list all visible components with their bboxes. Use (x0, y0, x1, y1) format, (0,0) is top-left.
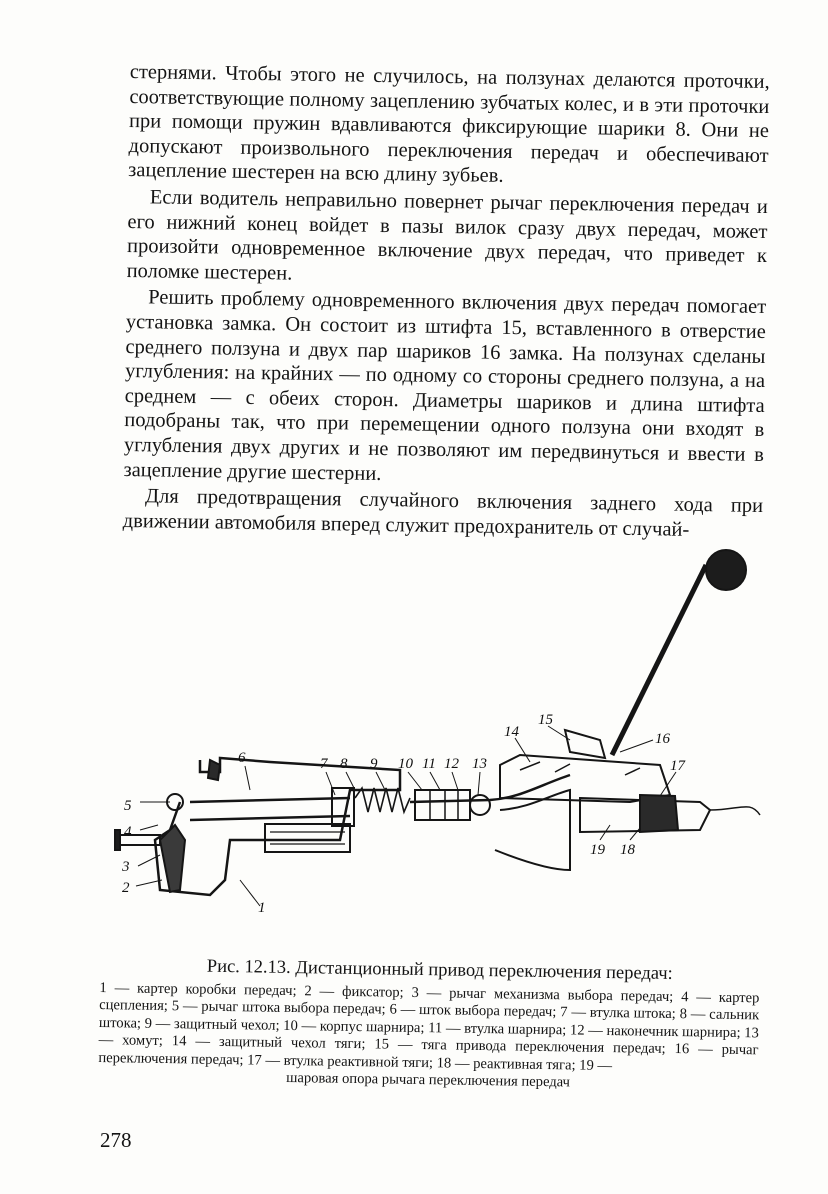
callout-10: 10 (398, 756, 413, 772)
callout-2: 2 (122, 880, 130, 896)
callout-14: 14 (504, 724, 519, 740)
callout-12: 12 (444, 756, 459, 772)
callout-11: 11 (422, 756, 436, 772)
leader-lines (136, 726, 676, 906)
callout-16: 16 (655, 731, 670, 747)
figure-gearshift-drive (100, 540, 800, 940)
selection-rod (190, 798, 350, 820)
callout-15: 15 (538, 712, 553, 728)
joint-housing (415, 790, 470, 820)
callout-3: 3 (122, 859, 130, 875)
callout-18: 18 (620, 842, 635, 858)
callout-1: 1 (258, 900, 266, 916)
gearshift-drive-drawing (100, 540, 800, 940)
joint-clamp (470, 795, 490, 815)
paragraph-4: Для предотвращения случайного включения заднего хода при движении автомобиля вперед служит предохранитель от случай- (122, 485, 764, 541)
gear-lever-knob (706, 550, 746, 590)
gear-cluster (265, 824, 350, 852)
callout-4: 4 (124, 824, 132, 840)
paragraph-2: Если водитель неправильно повернет рычаг переключения передач и его нижний конец войдет в пазы вилок сразу двух передач, может произойти одновременное включение двух передач, что приведет к поломке шестерен. (126, 186, 768, 285)
caption-legend: 1 — картер коробки передач; 2 — фиксатор; 3 — рычаг механизма выбора передач; 4 — картер сцепления; 5 — рычаг штока выбора передач; 6 — шток выбора передач; 7 — втулка штока; 8 — сальник штока; 9 — защитный чехол; 10 — корпус шарнира; 11 — втулка шарнира; 12 — наконечник шарнира; 13 — хомут; 14 — защитный чехол тяги; 15 — тяга привода переключения передач; 16 — рычаг переключения передач; 17 — втулка реактивной тяги; 18 — реактивная тяга; 19 — (98, 979, 760, 1074)
callout-13: 13 (472, 756, 487, 772)
callout-9: 9 (370, 756, 378, 772)
lever-joint (565, 730, 605, 758)
caption-title: Рис. 12.13. Дистанционный привод переключения передач: (206, 956, 673, 984)
callout-6: 6 (238, 750, 246, 766)
paragraph-3: Решить проблему одновременного включения двух передач помогает установка замка. Он состоит из штифта 15, вставленного в отверстие среднего ползуна и двух пар шариков 16 замка. На ползунах сделаны углубления: на крайних — по одному со стороны среднего ползуна, а на среднем — с обеих сторон. Диаметры шариков и длина штифта подобраны так, что при перемещении одного ползуна они входят в углубления двух других и не позволяют им передвинуться и ввести в зацепление другие шестерни. (123, 286, 767, 485)
callout-7: 7 (320, 756, 328, 772)
body-text (123, 60, 770, 543)
caption-legend-last-line: шаровая опора рычага переключения передач (286, 1069, 571, 1091)
gear-lever-rod (612, 565, 706, 755)
rod-boot (495, 790, 570, 870)
callout-8: 8 (340, 756, 348, 772)
figure-caption (98, 955, 760, 1095)
callout-17: 17 (670, 758, 685, 774)
page-number: 278 (100, 1128, 132, 1152)
paragraph-1: стернями. Чтобы этого не случилось, на ползунах делаются проточки, соответствующие полному зацеплению зубчатых колес, и в эти проточки при помощи пружин вдавливаются фиксирующие шарики 8. Они не допускают произвольного переключения передач и обеспечивают зацепление шестерен на всю длину зубьев. (128, 60, 770, 188)
callout-19: 19 (590, 842, 605, 858)
reaction-rod-bushing (640, 795, 678, 832)
callout-5: 5 (124, 798, 132, 814)
protective-bellows (355, 788, 410, 812)
gearbox-housing (155, 758, 400, 895)
selector-lever (160, 825, 185, 892)
